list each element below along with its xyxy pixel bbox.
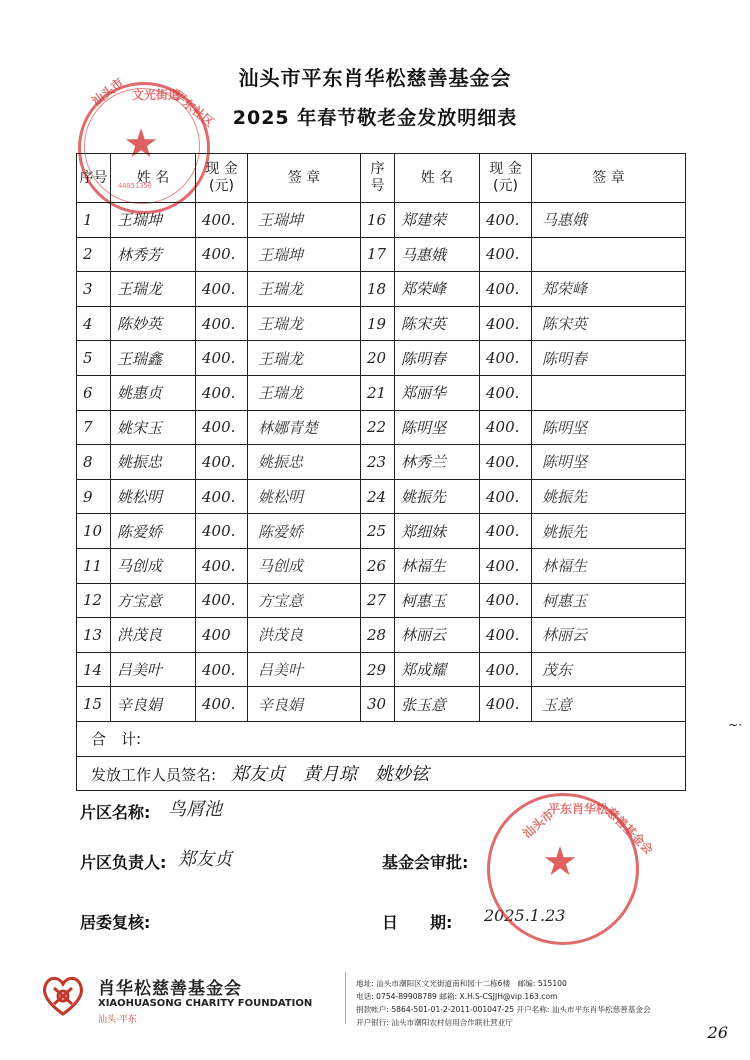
cash-cell: 400. — [196, 687, 248, 722]
seq-cell: 27 — [361, 583, 395, 618]
name-cell: 王瑞龙 — [111, 272, 196, 307]
seq-cell: 7 — [77, 410, 111, 445]
cash-cell: 400. — [480, 687, 532, 722]
name-cell: 姚宋玉 — [111, 410, 196, 445]
seq-cell: 12 — [77, 583, 111, 618]
table-row — [77, 548, 686, 583]
cash-cell: 400. — [480, 652, 532, 687]
area-label: 片区名称: — [80, 803, 151, 822]
cash-cell: 400. — [196, 652, 248, 687]
name-cell: 陈宋英 — [395, 306, 480, 341]
seq-cell: 30 — [361, 687, 395, 722]
name-cell: 郑建荣 — [395, 203, 480, 238]
table-row — [77, 272, 686, 307]
name-cell: 姚惠贞 — [111, 375, 196, 410]
footer-bank: 开户银行: 汕头市潮阳农村信用合作联社营业厅 — [356, 1018, 513, 1027]
signature-cell: 辛良娟 — [248, 687, 361, 722]
date-label: 日 期: — [382, 913, 453, 932]
signature-cell: 林娜青楚 — [248, 410, 361, 445]
name-cell: 陈爱娇 — [111, 514, 196, 549]
signature-cell: 马惠娥 — [532, 203, 686, 238]
signature-cell: 王瑞坤 — [248, 237, 361, 272]
seq-cell: 13 — [77, 618, 111, 653]
table-row — [77, 306, 686, 341]
header-sign: 签 章 — [248, 154, 361, 203]
cash-cell: 400 — [196, 618, 248, 653]
area-value: 鸟屑池 — [168, 799, 222, 820]
table-row — [77, 618, 686, 653]
document-subtitle: 2025 年春节敬老金发放明细表 — [232, 107, 518, 129]
signature-cell: 姚松明 — [248, 479, 361, 514]
signature-cell: 王瑞龙 — [248, 341, 361, 376]
table-row — [77, 341, 686, 376]
leader-label: 片区负责人: — [80, 853, 167, 872]
footer-logo-location: 汕头·平东 — [98, 1015, 137, 1025]
seq-cell: 28 — [361, 618, 395, 653]
cash-cell: 400. — [196, 375, 248, 410]
cash-cell: 400. — [196, 479, 248, 514]
foundation-logo-icon — [36, 966, 90, 1020]
signature-cell: 陈爱娇 — [248, 514, 361, 549]
table-row — [77, 410, 686, 445]
seq-cell: 23 — [361, 445, 395, 480]
cash-cell: 400. — [480, 375, 532, 410]
header-cash-2: 现 金 (元) — [480, 154, 532, 203]
cash-cell: 400. — [196, 203, 248, 238]
staff-signatures: 郑友贞 黄月琼 姚妙铉 — [230, 764, 429, 786]
signature-cell: 王瑞龙 — [248, 272, 361, 307]
seq-cell: 14 — [77, 652, 111, 687]
distribution-table — [76, 153, 686, 791]
cash-cell: 400. — [196, 306, 248, 341]
seq-cell: 3 — [77, 272, 111, 307]
signature-cell: 陈明春 — [532, 341, 686, 376]
date-value: 2025.1.23 — [484, 906, 566, 925]
seq-cell: 19 — [361, 306, 395, 341]
name-cell: 吕美叶 — [111, 652, 196, 687]
footer-divider — [345, 972, 346, 1024]
footer-logo-cn: 肖华松慈善基金会 — [98, 979, 242, 999]
total-label: 合 计: — [77, 721, 686, 756]
header-cash: 现 金 (元) — [196, 154, 248, 203]
header-sign-2: 签 章 — [532, 154, 686, 203]
cash-cell: 400. — [480, 514, 532, 549]
seq-cell: 17 — [361, 237, 395, 272]
signature-cell: 郑荣峰 — [532, 272, 686, 307]
name-cell: 柯惠玉 — [395, 583, 480, 618]
table-row — [77, 445, 686, 480]
table-row — [77, 583, 686, 618]
cash-cell: 400. — [196, 445, 248, 480]
name-cell: 王瑞坤 — [111, 203, 196, 238]
cash-cell: 400. — [480, 306, 532, 341]
signature-cell: 茂东 — [532, 652, 686, 687]
seal-code: 44051350 — [118, 182, 152, 190]
cash-cell: 400. — [196, 548, 248, 583]
cash-cell: 400. — [480, 479, 532, 514]
signature-cell: 姚振忠 — [248, 445, 361, 480]
name-cell: 姚振忠 — [111, 445, 196, 480]
signature-cell: 马创成 — [248, 548, 361, 583]
name-cell: 洪茂良 — [111, 618, 196, 653]
cash-cell: 400. — [196, 410, 248, 445]
signature-cell: 吕美叶 — [248, 652, 361, 687]
name-cell: 林福生 — [395, 548, 480, 583]
seq-cell: 25 — [361, 514, 395, 549]
scan-mark: ~· — [728, 718, 742, 732]
cash-cell: 400. — [480, 237, 532, 272]
leader-value: 郑友贞 — [178, 849, 232, 870]
signature-cell: 王瑞坤 — [248, 203, 361, 238]
seq-cell: 21 — [361, 375, 395, 410]
table-row — [77, 375, 686, 410]
seq-cell: 1 — [77, 203, 111, 238]
signature-cell: 姚振先 — [532, 479, 686, 514]
name-cell: 林丽云 — [395, 618, 480, 653]
signature-cell: 柯惠玉 — [532, 583, 686, 618]
header-seq-2: 序 号 — [361, 154, 395, 203]
signature-cell: 林丽云 — [532, 618, 686, 653]
total-row — [77, 721, 686, 756]
seq-cell: 5 — [77, 341, 111, 376]
name-cell: 陈明坚 — [395, 410, 480, 445]
signature-cell: 陈明坚 — [532, 445, 686, 480]
signature-cell — [532, 375, 686, 410]
staff-label: 发放工作人员签名: — [91, 766, 217, 785]
seq-cell: 8 — [77, 445, 111, 480]
footer-logo-en: XIAOHUASONG CHARITY FOUNDATION — [98, 998, 313, 1009]
name-cell: 陈明春 — [395, 341, 480, 376]
header-name-2: 姓 名 — [395, 154, 480, 203]
cash-cell: 400. — [480, 272, 532, 307]
cash-cell: 400. — [480, 410, 532, 445]
name-cell: 辛良娟 — [111, 687, 196, 722]
cash-cell: 400. — [196, 583, 248, 618]
signature-cell: 方宝意 — [248, 583, 361, 618]
seq-cell: 10 — [77, 514, 111, 549]
name-cell: 王瑞鑫 — [111, 341, 196, 376]
name-cell: 林秀芳 — [111, 237, 196, 272]
name-cell: 方宝意 — [111, 583, 196, 618]
name-cell: 姚松明 — [111, 479, 196, 514]
seq-cell: 6 — [77, 375, 111, 410]
seq-cell: 4 — [77, 306, 111, 341]
seq-cell: 16 — [361, 203, 395, 238]
cash-cell: 400. — [196, 272, 248, 307]
signature-cell — [532, 237, 686, 272]
review-label: 居委复核: — [80, 913, 151, 932]
seq-cell: 2 — [77, 237, 111, 272]
signature-cell: 玉意 — [532, 687, 686, 722]
footer-address: 地址: 汕头市潮阳区文光街道南和园十二栋6楼 邮编: 515100 — [356, 979, 567, 988]
seq-cell: 24 — [361, 479, 395, 514]
table-row — [77, 687, 686, 722]
cash-cell: 400. — [196, 341, 248, 376]
name-cell: 陈妙英 — [111, 306, 196, 341]
approval-label: 基金会审批: — [382, 853, 469, 872]
cash-cell: 400. — [196, 237, 248, 272]
table-row — [77, 237, 686, 272]
name-cell: 林秀兰 — [395, 445, 480, 480]
cash-cell: 400. — [196, 514, 248, 549]
table-row — [77, 203, 686, 238]
table-header-row — [77, 154, 686, 203]
seq-cell: 29 — [361, 652, 395, 687]
cash-cell: 400. — [480, 618, 532, 653]
table-row — [77, 652, 686, 687]
document-title: 汕头市平东肖华松慈善基金会 — [238, 66, 512, 90]
signature-cell: 王瑞龙 — [248, 375, 361, 410]
signature-cell: 王瑞龙 — [248, 306, 361, 341]
name-cell: 郑细妹 — [395, 514, 480, 549]
name-cell: 姚振先 — [395, 479, 480, 514]
name-cell: 马惠娥 — [395, 237, 480, 272]
footer-account: 捐款帐户: 5864-501-01-2-2011-001047-25 开户名称: 汕头市平东肖华松慈善基金会 — [356, 1005, 651, 1014]
signature-cell: 陈明坚 — [532, 410, 686, 445]
signature-cell: 陈宋英 — [532, 306, 686, 341]
name-cell: 郑成耀 — [395, 652, 480, 687]
page-number: 26 — [707, 1023, 728, 1042]
seq-cell: 15 — [77, 687, 111, 722]
staff-signature-row — [77, 756, 686, 791]
name-cell: 郑丽华 — [395, 375, 480, 410]
name-cell: 张玉意 — [395, 687, 480, 722]
signature-cell: 姚振先 — [532, 514, 686, 549]
signature-cell: 洪茂良 — [248, 618, 361, 653]
cash-cell: 400. — [480, 203, 532, 238]
seq-cell: 18 — [361, 272, 395, 307]
table-row — [77, 514, 686, 549]
cash-cell: 400. — [480, 548, 532, 583]
name-cell: 郑荣峰 — [395, 272, 480, 307]
seq-cell: 9 — [77, 479, 111, 514]
cash-cell: 400. — [480, 445, 532, 480]
name-cell: 马创成 — [111, 548, 196, 583]
seq-cell: 11 — [77, 548, 111, 583]
header-seq: 序号 — [77, 154, 111, 203]
header-name: 姓 名 — [111, 154, 196, 203]
cash-cell: 400. — [480, 583, 532, 618]
footer-contact: 电话: 0754-89908789 邮箱: X.H.S-CSJJH@vip.163.com — [356, 992, 558, 1001]
seq-cell: 22 — [361, 410, 395, 445]
signature-cell: 林福生 — [532, 548, 686, 583]
table-row — [77, 479, 686, 514]
cash-cell: 400. — [480, 341, 532, 376]
seq-cell: 20 — [361, 341, 395, 376]
seq-cell: 26 — [361, 548, 395, 583]
